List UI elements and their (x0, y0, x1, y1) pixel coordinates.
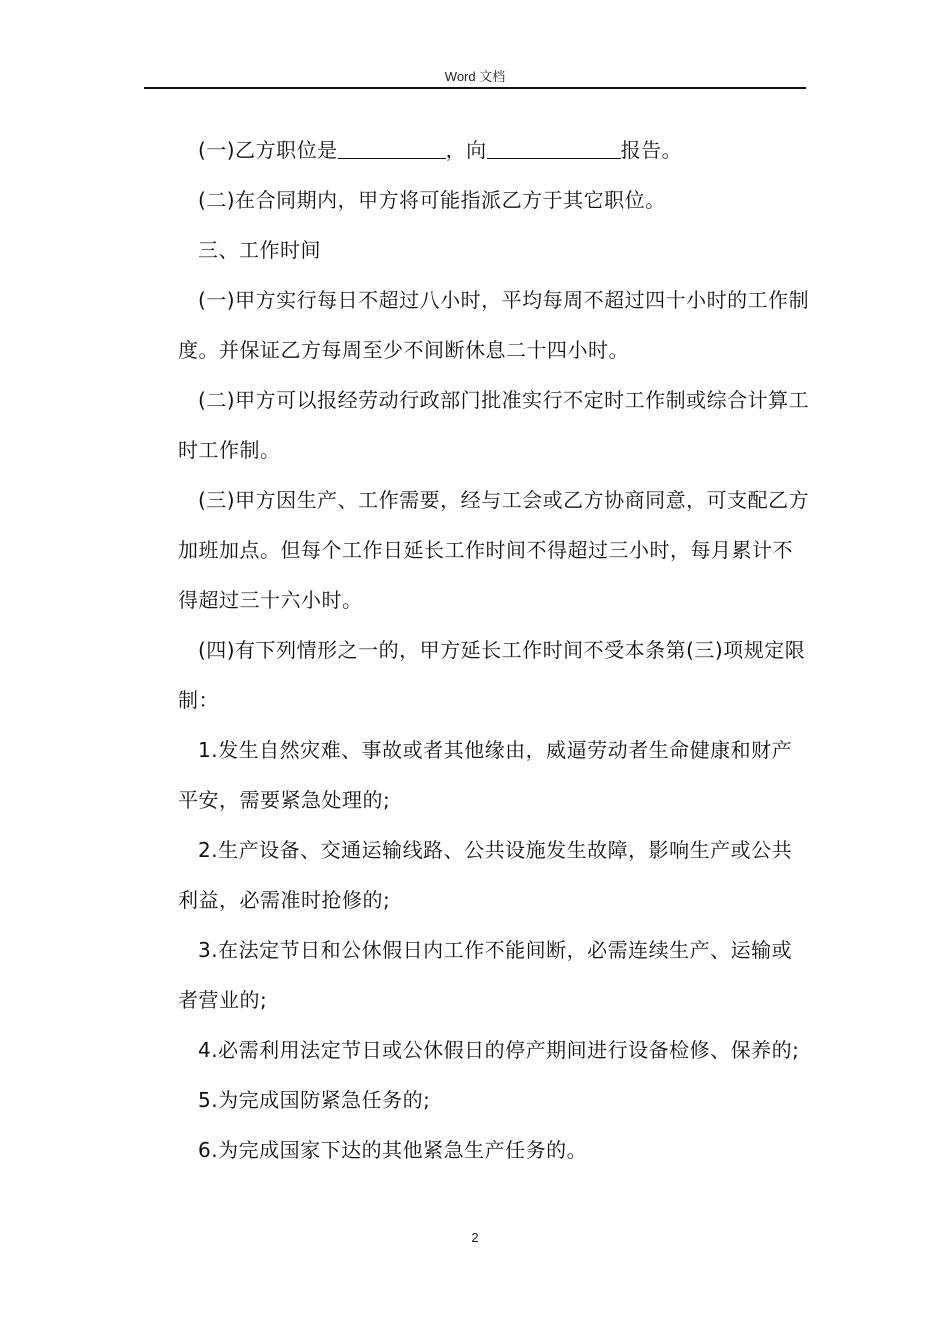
paragraph-text: 报告。 (620, 138, 683, 162)
paragraph-text: ，向 (445, 138, 487, 162)
page-header: Word 文档 (444, 69, 506, 84)
blank-position-field (338, 136, 446, 159)
list-item: 4.必需利用法定节日或公休假日的停产期间进行设备检修、保养的; (198, 1038, 800, 1062)
list-item: 1.发生自然灾难、事故或者其他缘由，威逼劳动者生命健康和财产平安，需要紧急处理的; (178, 738, 793, 812)
list-item: 2.生产设备、交通运输线路、公共设施发生故障，影响生产或公共利益，必需准时抢修的; (178, 838, 793, 912)
blank-report-to-field (487, 136, 621, 159)
paragraph: (二)甲方可以报经劳动行政部门批准实行不定时工作制或综合计算工时工作制。 (178, 388, 810, 462)
header-rule (144, 87, 806, 89)
paragraph: (一)甲方实行每日不超过八小时，平均每周不超过四十小时的工作制度。并保证乙方每周至少不间断休息二十四小时。 (178, 288, 810, 362)
list-item: 3.在法定节日和公休假日内工作不能间断，必需连续生产、运输或者营业的; (178, 938, 793, 1012)
paragraph-position (178, 125, 810, 175)
page-number: 2 (471, 1230, 479, 1245)
paragraph: (三)甲方因生产、工作需要，经与工会或乙方协商同意，可支配乙方加班加点。但每个工作日延长工作时间不得超过三小时，每月累计不得超过三十六小时。 (178, 488, 810, 612)
document-body (178, 125, 810, 1175)
paragraph: (二)在合同期内，甲方将可能指派乙方于其它职位。 (198, 188, 666, 212)
section-heading: 三、工作时间 (198, 238, 321, 262)
paragraph-text: (一)乙方职位是 (198, 138, 338, 162)
list-item: 6.为完成国家下达的其他紧急生产任务的。 (198, 1138, 588, 1162)
list-item: 5.为完成国防紧急任务的; (198, 1088, 431, 1112)
paragraph: (四)有下列情形之一的，甲方延长工作时间不受本条第(三)项规定限制： (178, 638, 806, 712)
